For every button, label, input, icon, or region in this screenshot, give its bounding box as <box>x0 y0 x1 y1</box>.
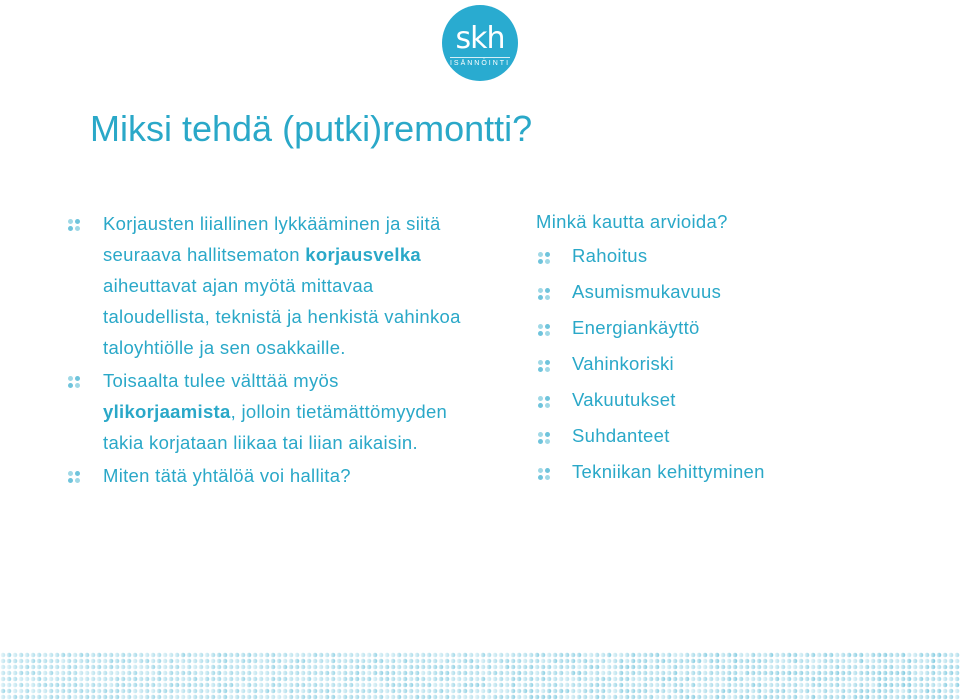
bullet-icon <box>68 219 80 231</box>
list-item: Rahoitus <box>536 238 936 274</box>
decorative-dot-band <box>0 652 960 700</box>
right-heading: Minkä kautta arvioida? <box>536 211 728 232</box>
bullet-icon <box>538 468 550 480</box>
keyword-ylikorjaamista: ylikorjaamista <box>103 401 231 422</box>
skh-logo <box>442 5 518 81</box>
bullet-icon <box>68 471 80 483</box>
bullet-question: Miten tätä yhtälöä voi hallita? <box>66 460 466 491</box>
list-item: Energiankäyttö <box>536 310 936 346</box>
bullet-icon <box>538 432 550 444</box>
logo-wordmark: skh <box>455 20 505 56</box>
bullet-icon <box>538 252 550 264</box>
bullet-icon <box>538 396 550 408</box>
right-column <box>536 210 936 490</box>
bullet-over-repair: Toisaalta tulee välttää myös ylikorjaamista, jolloin tietämättömyyden takia korjataan liikaa tai liian aikaisin. <box>66 365 466 458</box>
bullet-repair-debt: Korjausten liiallinen lykkääminen ja siitä seuraava hallitsematon korjausvelka aiheuttavat ajan myötä mittavaa taloudellista, teknistä ja henkistä vahinkoa taloyhtiölle ja sen osakkaille. <box>66 208 466 363</box>
bullet-icon <box>538 360 550 372</box>
bullet-icon <box>538 324 550 336</box>
left-column <box>66 208 466 491</box>
list-item: Tekniikan kehittyminen <box>536 454 936 490</box>
list-item: Vahinkoriski <box>536 346 936 382</box>
list-item: Suhdanteet <box>536 418 936 454</box>
bullet-icon <box>538 288 550 300</box>
list-item: Asumismukavuus <box>536 274 936 310</box>
keyword-korjausvelka: korjausvelka <box>305 244 421 265</box>
slide-title: Miksi tehdä (putki)remontti? <box>90 108 533 149</box>
logo-subtitle: ISÄNNÖINTI <box>450 57 510 67</box>
list-item: Vakuutukset <box>536 382 936 418</box>
bullet-icon <box>68 376 80 388</box>
